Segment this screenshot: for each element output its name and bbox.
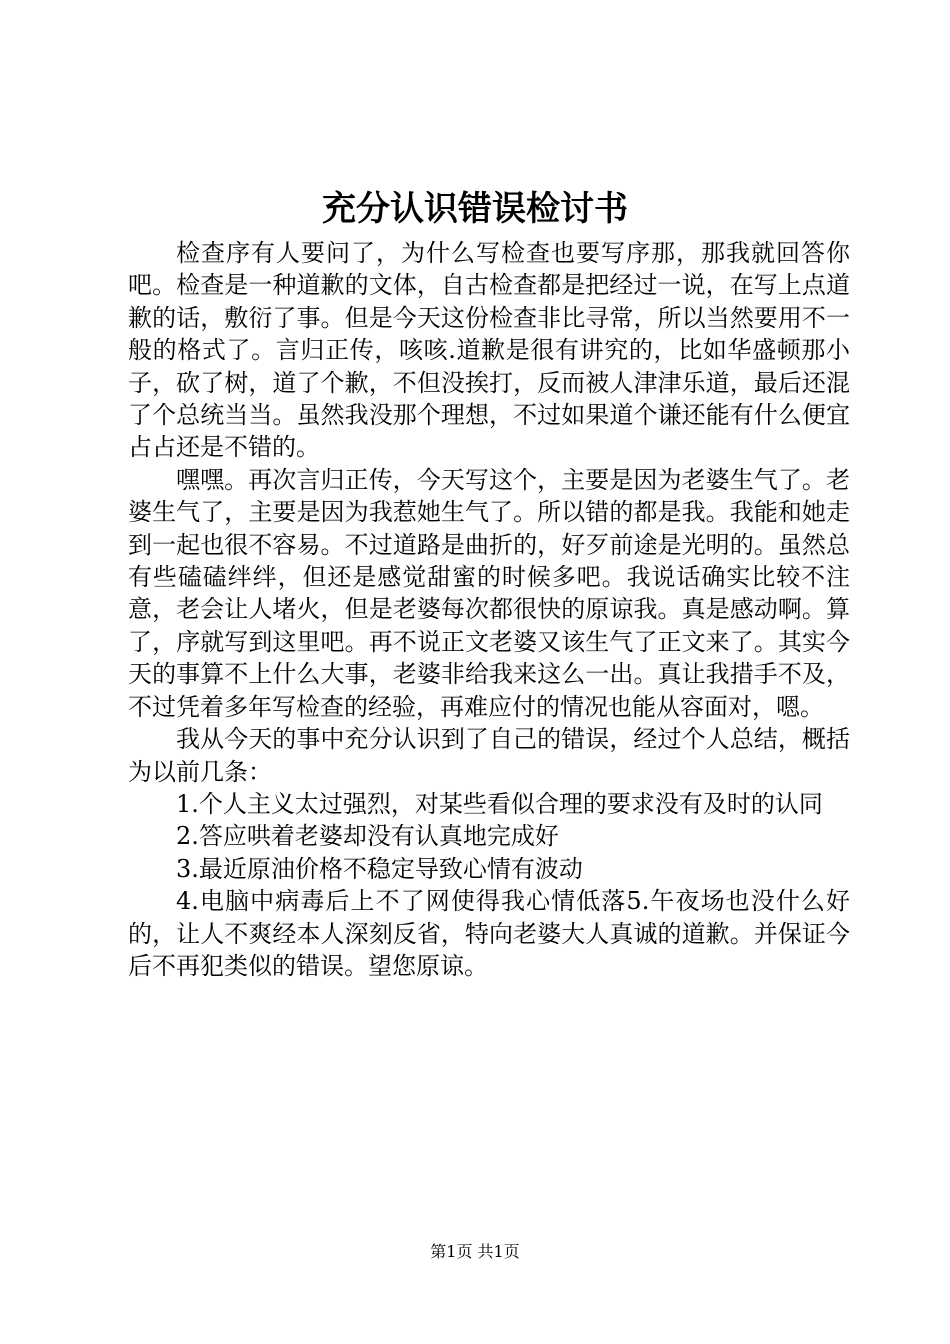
paragraph-context: 嘿嘿。再次言归正传，今天写这个，主要是因为老婆生气了。老婆生气了，主要是因为我惹她生气了。所以错的都是我。我能和她走到一起也很不容易。不过道路是曲折的，好歹前途是光明的。虽然总有些磕磕绊绊，但还是感觉甜蜜的时候多吧。我说话确实比较不注意，老会让人堵火，但是老婆每次都很快的原谅我。真是感动啊。算了，序就写到这里吧。再不说正文老婆又该生气了正文来了。其实今天的事算不上什么大事，老婆非给我来这么一出。真让我措手不及，不过凭着多年写检查的经验，再难应付的情况也能从容面对，嗯。: [128, 465, 850, 721]
document-title: 充分认识错误检讨书: [322, 189, 628, 229]
paragraph-summary-intro: 我从今天的事中充分认识到了自己的错误，经过个人总结，概括为以前几条：: [128, 725, 850, 786]
list-item-4-and-closing: 4.电脑中病毒后上不了网使得我心情低落5.午夜场也没什么好的，让人不爽经本人深刻反省，特向老婆大人真诚的道歉。并保证今后不再犯类似的错误。望您原谅。: [128, 887, 850, 980]
document-body: [128, 237, 850, 982]
paragraph-preface: 检查序有人要问了，为什么写检查也要写序那，那我就回答你吧。检查是一种道歉的文体，自古检查都是把经过一说，在写上点道歉的话，敷衍了事。但是今天这份检查非比寻常，所以当然要用不一般的格式了。言归正传，咳咳.道歉是很有讲究的，比如华盛顿那小子，砍了树，道了个歉，不但没挨打，反而被人津津乐道，最后还混了个总统当当。虽然我没那个理想，不过如果道个谦还能有什么便宜占占还是不错的。: [128, 239, 850, 462]
list-item-3: 3.最近原油价格不稳定导致心情有波动: [176, 854, 583, 883]
list-item-1: 1.个人主义太过强烈，对某些看似合理的要求没有及时的认同: [176, 789, 823, 818]
list-item-2: 2.答应哄着老婆却没有认真地完成好: [176, 822, 559, 851]
page-number-footer: 第1页 共1页: [430, 1242, 520, 1261]
